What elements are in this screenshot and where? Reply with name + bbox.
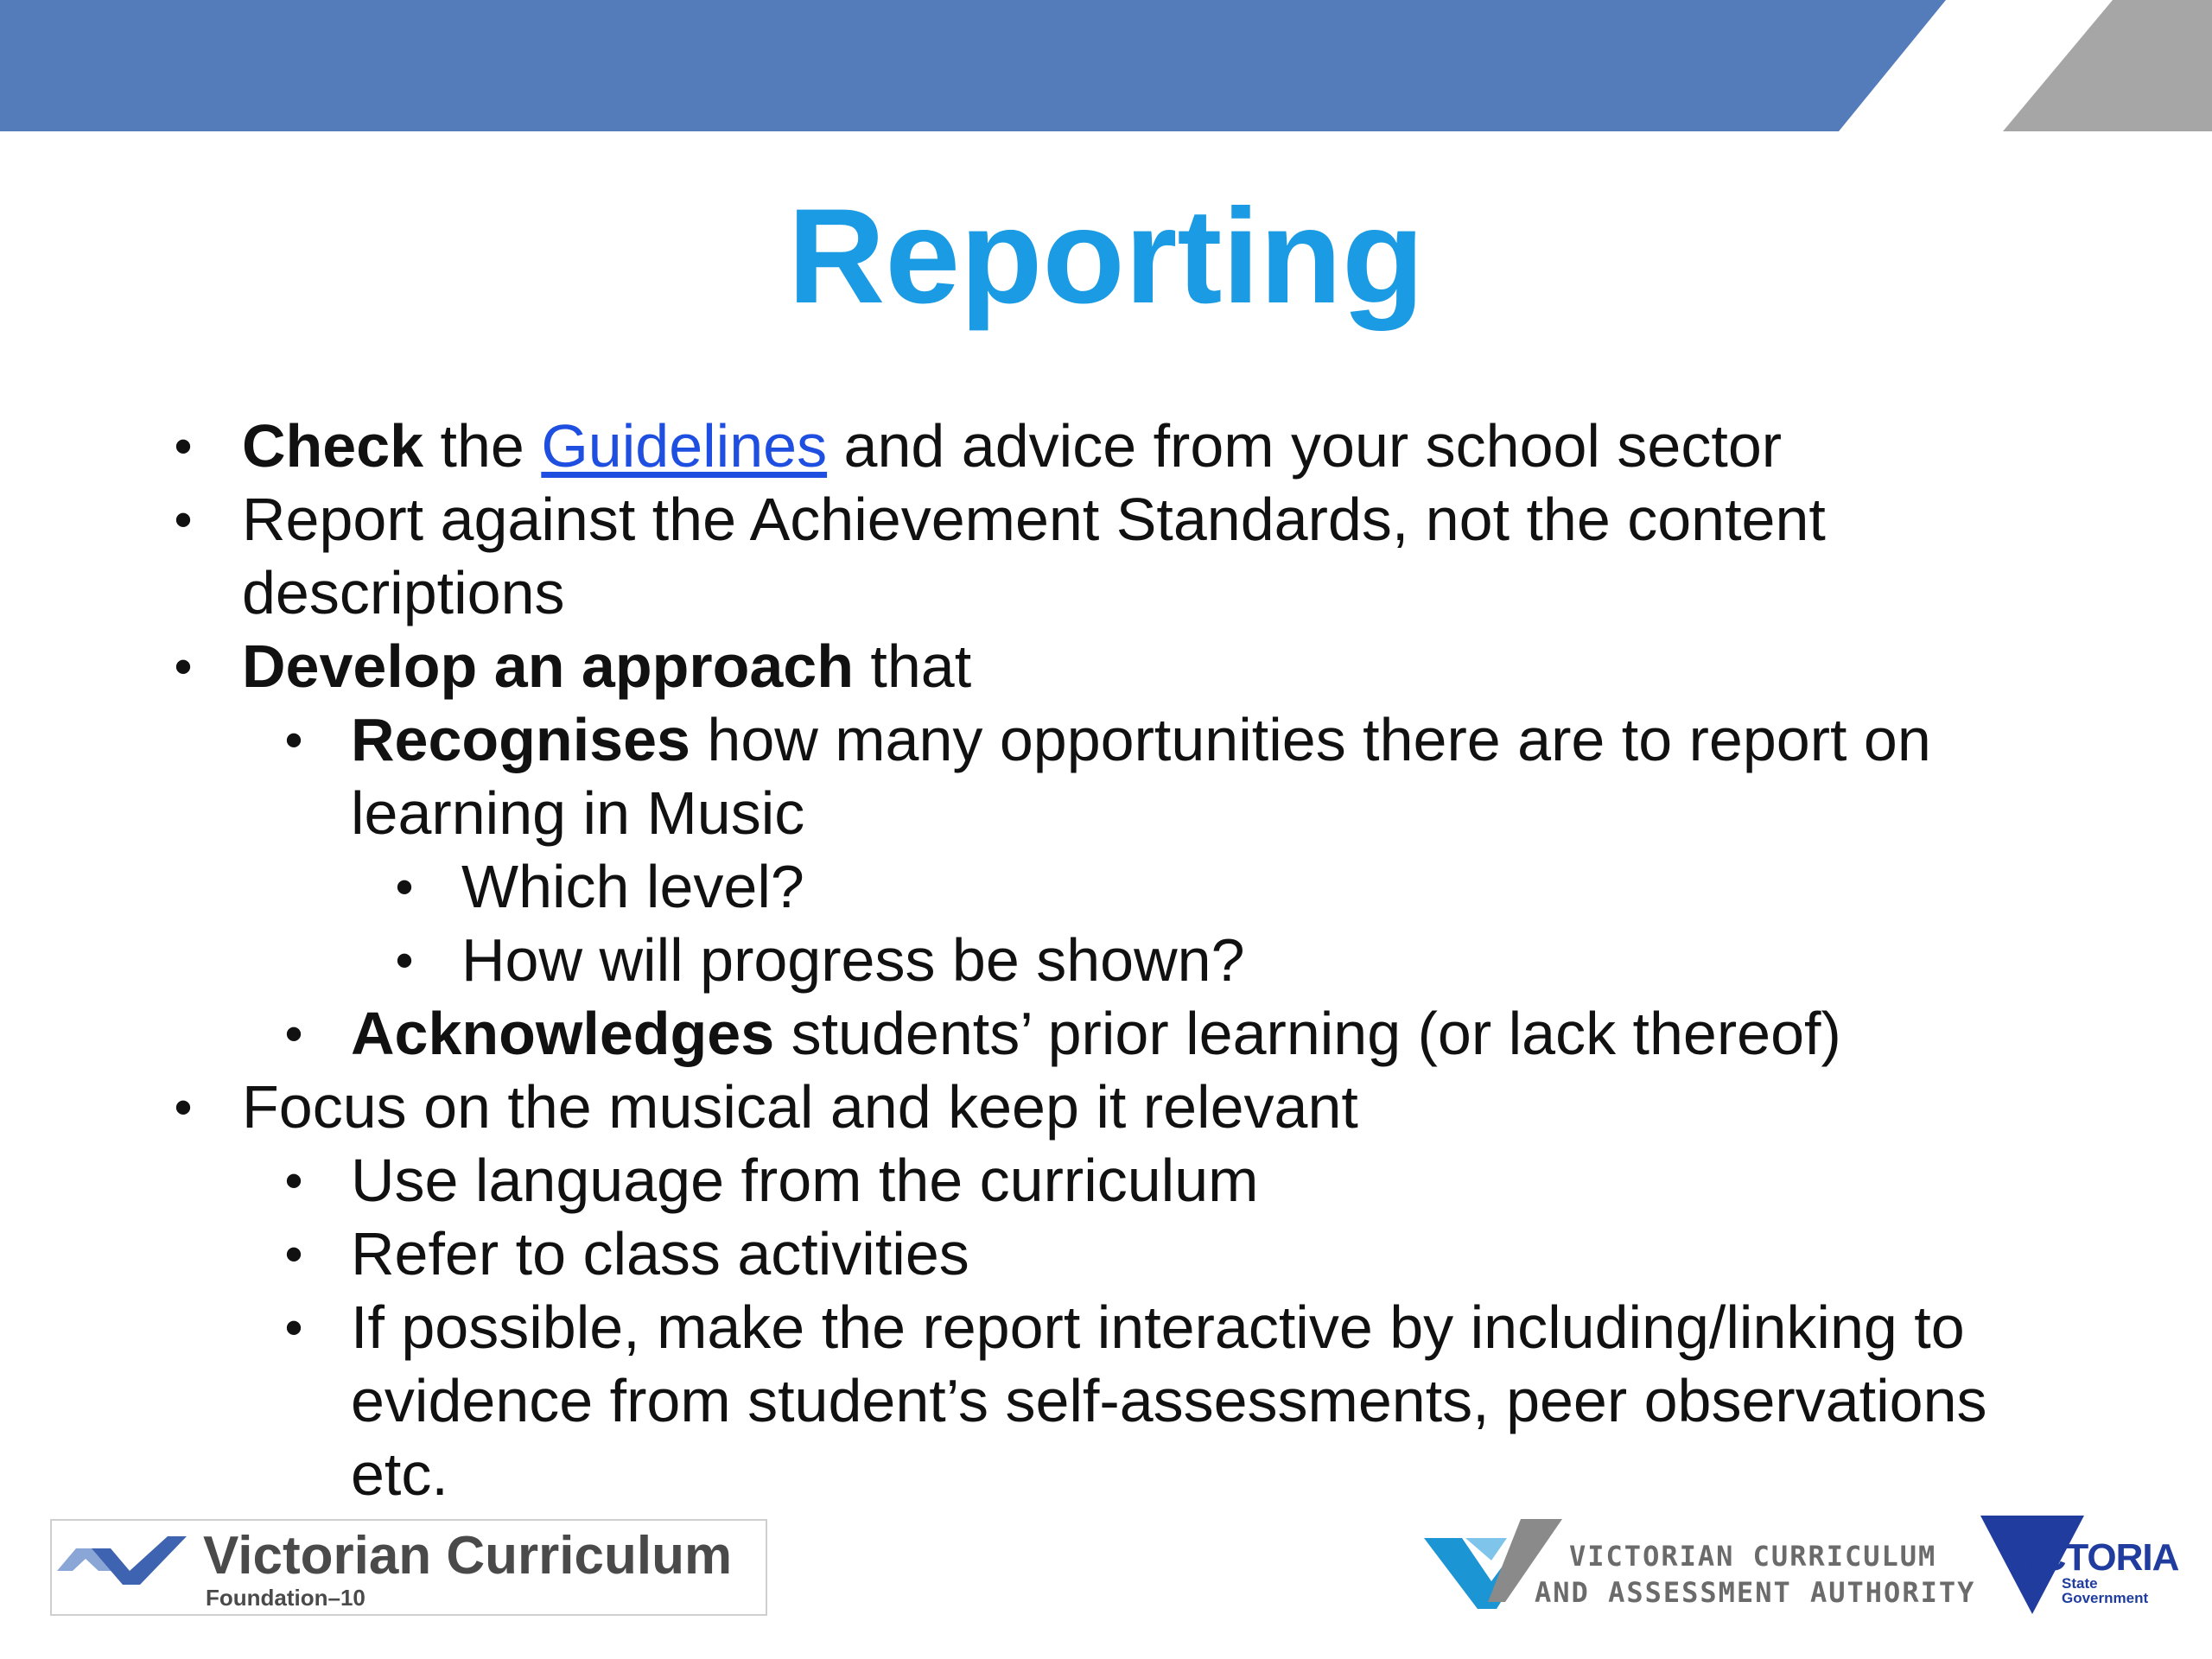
vic-logo-name: VICTORIA [2005, 1536, 2179, 1579]
text-prior-learning: students’ prior learning (or lack thereof) [774, 1000, 1841, 1067]
bullet-which-level [395, 850, 2017, 924]
vcaa-line1: VICTORIAN CURRICULUM [1569, 1540, 1937, 1573]
text-refer: Refer to class activities [351, 1220, 969, 1287]
slide-title: Reporting [787, 181, 1425, 332]
vic-logo-sub2: Government [2062, 1590, 2149, 1606]
bullet-glyph: • [174, 638, 193, 696]
bullet-glyph: • [284, 1299, 303, 1357]
bullet-report-against [174, 483, 2013, 630]
text-line2: descriptions [242, 559, 565, 626]
bullet-glyph: • [284, 1152, 303, 1210]
bullet-glyph: • [284, 711, 303, 769]
bullet-glyph: • [395, 858, 414, 916]
bullet-glyph: • [395, 931, 414, 989]
text-use-language: Use language from the curriculum [351, 1147, 1259, 1214]
bold-acknowledges: Acknowledges [351, 1000, 775, 1067]
text-line1: Report against the Achievement Standards, not the content [242, 486, 1826, 553]
bullet-interactive-report [284, 1291, 2036, 1511]
victoria-state-government-logo [1979, 1512, 2179, 1616]
vic-logo-sub1: State [2062, 1575, 2098, 1592]
text-the: the [423, 412, 542, 480]
vcaa-logo [1424, 1519, 1976, 1616]
bullet-check-guidelines [174, 410, 2013, 483]
text-line2: evidence from student’s self-assessments, peer observations [351, 1367, 1987, 1434]
vc-chevron-icon [57, 1536, 195, 1588]
vcaa-line2: AND ASSESSMENT AUTHORITY [1535, 1576, 1976, 1609]
bullet-acknowledges [284, 997, 2036, 1071]
bullet-focus-musical [174, 1071, 2013, 1144]
text-that: that [853, 632, 972, 700]
vc-logo-sub: Foundation–10 [206, 1585, 365, 1611]
bold-check: Check [242, 412, 424, 480]
text-focus: Focus on the musical and keep it relevant [242, 1073, 1358, 1141]
bullet-progress-shown [395, 924, 2017, 997]
guidelines-link[interactable]: Guidelines [541, 412, 828, 480]
bullet-glyph: • [284, 1005, 303, 1063]
bullet-glyph: • [284, 1225, 303, 1283]
bullet-glyph: • [174, 417, 193, 475]
text-line1: how many opportunities there are to report on [690, 706, 1931, 773]
text-progress: How will progress be shown? [461, 926, 1245, 994]
banner-graphic [0, 0, 2212, 131]
text-which-level: Which level? [461, 853, 804, 920]
bullet-use-language [284, 1144, 2036, 1217]
text-advice: and advice from your school sector [827, 412, 1783, 480]
bullet-refer-activities [284, 1217, 2036, 1291]
vic-logo-sub [2062, 1576, 2165, 1605]
top-banner [0, 0, 2212, 131]
text-line2: learning in Music [351, 779, 805, 847]
bullet-glyph: • [174, 491, 193, 549]
bold-recognises: Recognises [351, 706, 690, 773]
bold-develop: Develop an approach [242, 632, 854, 700]
bullet-develop-approach [174, 630, 2013, 703]
vc-logo-name: Victorian Curriculum [203, 1526, 733, 1586]
bullet-recognises [284, 703, 2036, 850]
bullet-glyph: • [174, 1078, 193, 1136]
text-line1: If possible, make the report interactive by including/linking to [351, 1294, 1965, 1361]
victorian-curriculum-logo [50, 1519, 767, 1616]
text-line3: etc. [351, 1440, 448, 1508]
